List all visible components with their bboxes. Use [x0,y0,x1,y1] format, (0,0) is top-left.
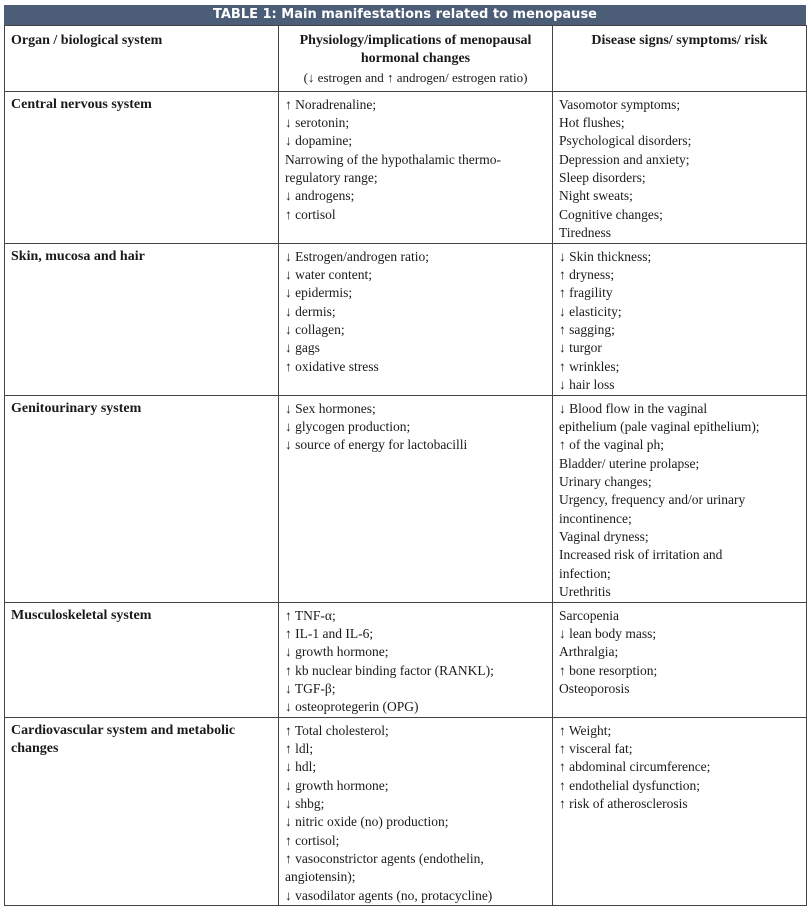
physiology-item: ↓ osteoprotegerin (OPG) [285,699,419,715]
symptoms-item: ↑ abdominal circumference; [559,759,711,775]
symptoms-item: ↑ risk of atherosclerosis [559,796,688,812]
symptoms-item: Vasomotor symptoms; [559,96,681,112]
physiology-item: ↑ Total cholesterol; [285,722,389,738]
physiology-item: angiotensin); [285,869,356,885]
physiology-item: ↑ cortisol [285,206,336,222]
system-cell: Genitourinary system [5,395,279,602]
symptoms-cell [553,602,807,717]
physiology-item: ↑ ldl; [285,741,314,757]
physiology-item: ↓ serotonin; [285,115,350,131]
symptoms-item: ↑ Weight; [559,722,612,738]
physiology-cell [279,395,553,602]
header-organ: Organ / biological system [5,26,279,92]
physiology-item: ↑ kb nuclear binding factor (RANKL); [285,662,494,678]
system-cell: Musculoskeletal system [5,602,279,717]
symptoms-item: epithelium (pale vaginal epithelium); [559,419,760,435]
physiology-item: ↓ nitric oxide (no) production; [285,814,449,830]
symptoms-item: Arthralgia; [559,644,619,660]
physiology-item: ↑ IL-1 and IL-6; [285,626,374,642]
symptoms-item: ↓ elasticity; [559,303,622,319]
symptoms-item: ↓ turgor [559,340,602,356]
table-row [5,602,807,717]
table-row [5,243,807,395]
system-cell: Central nervous system [5,91,279,243]
symptoms-item: Sarcopenia [559,607,619,623]
header-physiology-sub: (↓ estrogen and ↑ androgen/ estrogen ratio) [303,69,528,85]
symptoms-item: Depression and anxiety; [559,151,690,167]
physiology-cell [279,243,553,395]
symptoms-item: Night sweats; [559,188,633,204]
symptoms-item: Vaginal dryness; [559,528,649,544]
symptoms-item: Osteoporosis [559,681,630,697]
symptoms-item: ↑ wrinkles; [559,358,620,374]
symptoms-item: Sleep disorders; [559,170,646,186]
physiology-item: ↓ glycogen production; [285,419,411,435]
symptoms-item: Bladder/ uterine prolapse; [559,455,700,471]
symptoms-item: ↓ hair loss [559,376,615,392]
symptoms-cell [553,243,807,395]
symptoms-item: Urinary changes; [559,474,652,490]
physiology-item: ↑ TNF-α; [285,607,336,623]
physiology-item: ↓ vasodilator agents (no, protacycline) [285,887,493,903]
header-symptoms: Disease signs/ symptoms/ risk [553,26,807,92]
symptoms-cell [553,395,807,602]
physiology-item: regulatory range; [285,170,378,186]
physiology-item: ↓ collagen; [285,322,345,338]
symptoms-cell [553,717,807,905]
table-row [5,91,807,243]
table-container [4,5,806,906]
physiology-item: ↓ Estrogen/androgen ratio; [285,248,429,264]
physiology-item: ↓ gags [285,340,320,356]
header-physiology-main: Physiology/implications of menopausal hormonal changes [299,33,532,67]
header-row [5,26,807,92]
table-row [5,717,807,905]
symptoms-item: ↑ sagging; [559,322,615,338]
symptoms-item: ↓ Skin thickness; [559,248,652,264]
table-row [5,395,807,602]
physiology-item: ↓ TGF-β; [285,681,336,697]
symptoms-item: infection; [559,565,611,581]
symptoms-item: ↓ lean body mass; [559,626,657,642]
symptoms-item: Tiredness [559,224,612,240]
physiology-item: ↑ Noradrenaline; [285,96,377,112]
physiology-item: ↓ source of energy for lactobacilli [285,437,468,453]
symptoms-item: ↓ Blood flow in the vaginal [559,400,708,416]
symptoms-item: Hot flushes; [559,115,625,131]
physiology-item: ↑ vasoconstrictor agents (endothelin, [285,850,484,866]
header-physiology [279,26,553,92]
physiology-item: ↑ oxidative stress [285,358,379,374]
physiology-item: ↓ shbg; [285,796,325,812]
physiology-cell [279,91,553,243]
physiology-cell [279,602,553,717]
symptoms-item: Increased risk of irritation and [559,547,723,563]
table-title: TABLE 1: Main manifestations related to menopause [4,5,806,25]
system-cell: Skin, mucosa and hair [5,243,279,395]
symptoms-item: Urgency, frequency and/or urinary [559,492,746,508]
physiology-item: ↓ dopamine; [285,133,353,149]
physiology-item: ↓ androgens; [285,188,355,204]
symptoms-item: incontinence; [559,510,632,526]
physiology-item: ↓ Sex hormones; [285,400,376,416]
symptoms-item: Psychological disorders; [559,133,692,149]
physiology-item: ↓ growth hormone; [285,644,389,660]
symptoms-cell [553,91,807,243]
symptoms-item: ↑ fragility [559,285,613,301]
physiology-item: ↓ hdl; [285,759,317,775]
physiology-item: Narrowing of the hypothalamic thermo- [285,151,501,167]
symptoms-item: ↑ dryness; [559,267,615,283]
symptoms-item: ↑ visceral fat; [559,741,633,757]
physiology-item: ↓ dermis; [285,303,336,319]
physiology-item: ↓ water content; [285,267,372,283]
menopause-table [4,25,807,906]
symptoms-item: Cognitive changes; [559,206,663,222]
symptoms-item: ↑ bone resorption; [559,662,658,678]
system-cell: Cardiovascular system and metabolic changes [5,717,279,905]
physiology-cell [279,717,553,905]
physiology-item: ↓ epidermis; [285,285,353,301]
symptoms-item: ↑ endothelial dysfunction; [559,777,700,793]
physiology-item: ↓ growth hormone; [285,777,389,793]
symptoms-item: Urethritis [559,583,611,599]
physiology-item: ↑ cortisol; [285,832,340,848]
symptoms-item: ↑ of the vaginal ph; [559,437,664,453]
